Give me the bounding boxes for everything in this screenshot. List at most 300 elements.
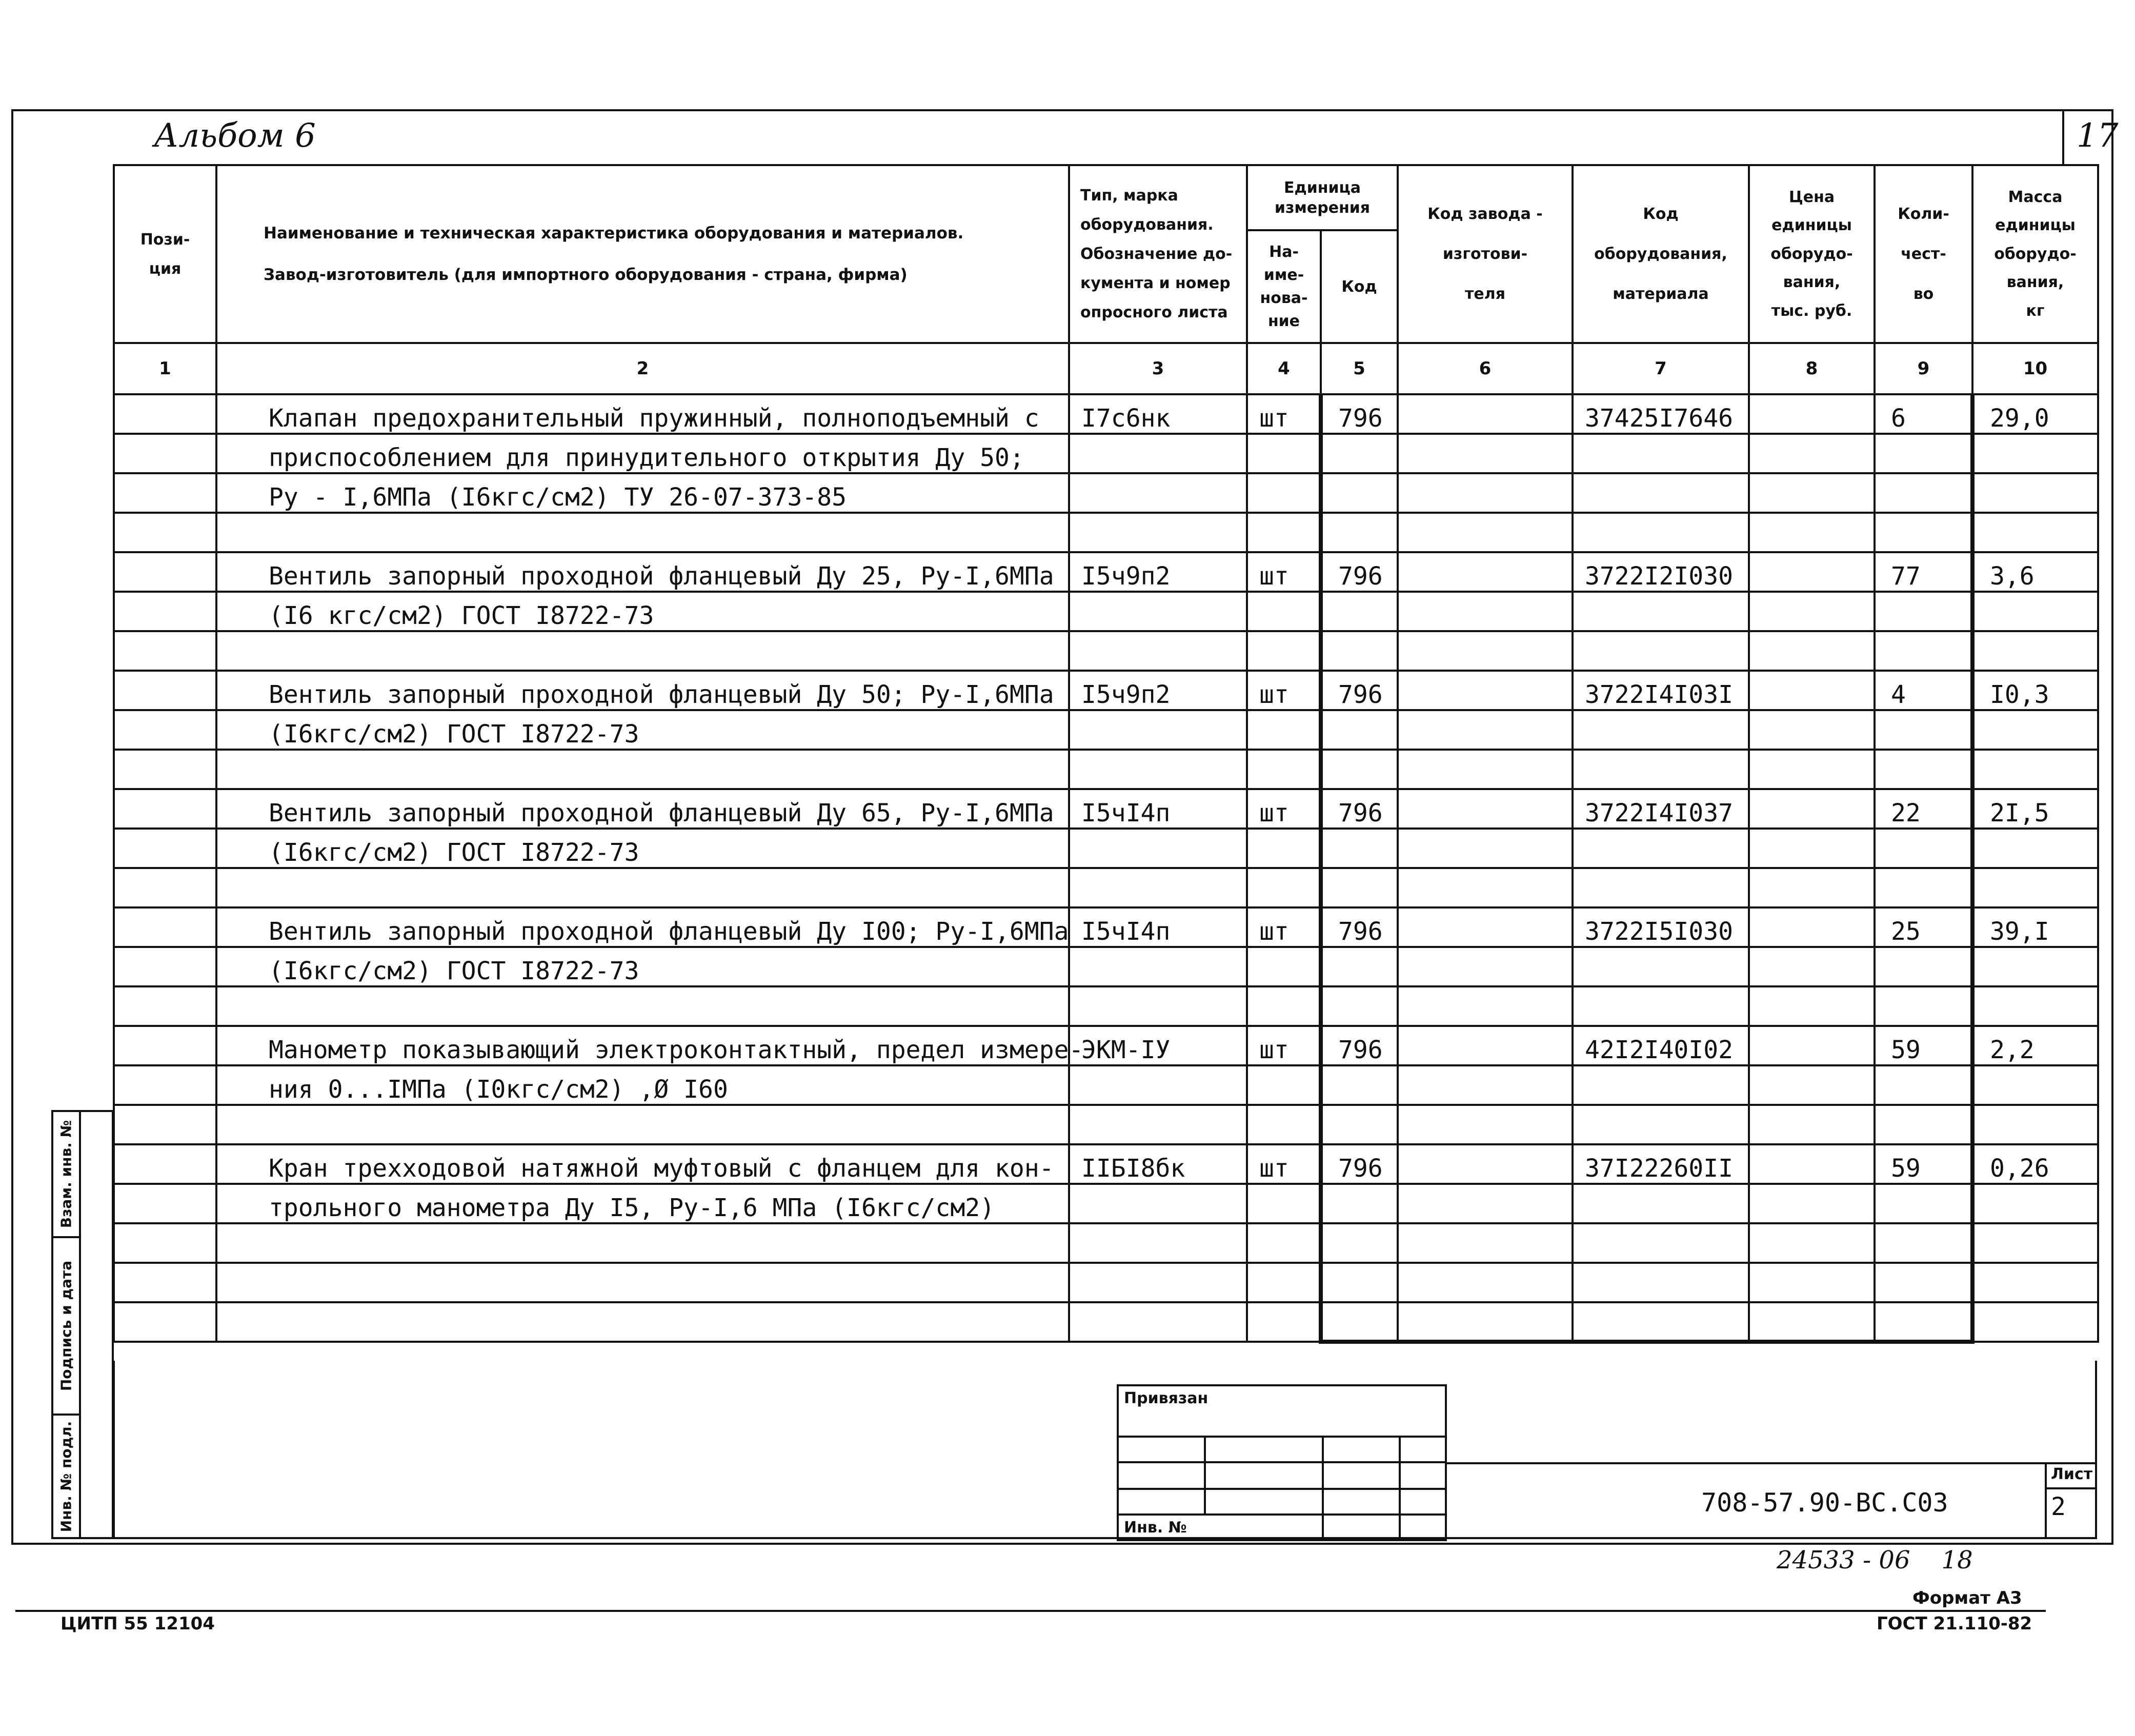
header-price: Цена единицы оборудо- вания, тыс. руб. [1749, 165, 1875, 343]
cell-plant-code [1398, 1144, 1573, 1184]
cell-unit [1247, 1184, 1321, 1223]
cell-pos [114, 1144, 216, 1184]
cell-code: 3722I2I030 [1573, 552, 1749, 592]
cell-type [1069, 710, 1247, 750]
cell-name: приспособлением для принудительного открытия Ду 50; [216, 434, 1069, 473]
cell-type: I5чI4п [1069, 907, 1247, 947]
table-row [114, 789, 2098, 829]
cell-qty [1875, 1223, 1972, 1263]
cell-pos [114, 1105, 216, 1144]
cell-code [1573, 829, 1749, 868]
cell-type: I5чI4п [1069, 789, 1247, 829]
cell-unit: шт [1247, 1144, 1321, 1184]
cell-qty [1875, 829, 1972, 868]
cell-plant-code [1398, 710, 1573, 750]
cell-type [1069, 1263, 1247, 1302]
cell-mass [1972, 868, 2098, 907]
side-binding-strip [79, 1110, 114, 1539]
cell-name [216, 1302, 1069, 1342]
table-row [114, 947, 2098, 986]
cell-name: Ру - I,6МПа (I6кгс/см2) ТУ 26-07-373-85 [216, 473, 1069, 513]
table-row [114, 473, 2098, 513]
cell-type: I7с6нк [1069, 394, 1247, 434]
cell-price [1749, 552, 1875, 592]
cell-pos [114, 434, 216, 473]
cell-qty [1875, 947, 1972, 986]
cell-type [1069, 986, 1247, 1026]
cell-plant-code [1398, 1026, 1573, 1065]
table-row [114, 907, 2098, 947]
cell-code: 3722I4I037 [1573, 789, 1749, 829]
cell-code [1573, 631, 1749, 671]
cell-unit: шт [1247, 394, 1321, 434]
cell-code [1573, 1223, 1749, 1263]
cell-plant-code [1398, 986, 1573, 1026]
header-unit-code: Код [1321, 230, 1398, 343]
cell-qty: 59 [1875, 1026, 1972, 1065]
table-row [114, 1065, 2098, 1105]
cell-pos [114, 789, 216, 829]
cell-qty: 77 [1875, 552, 1972, 592]
cell-unit-code [1321, 1223, 1398, 1263]
header-mass: Масса единицы оборудо- вания, кг [1972, 165, 2098, 343]
cell-name [216, 986, 1069, 1026]
sheet-number-cell [2045, 1462, 2097, 1539]
cell-qty [1875, 710, 1972, 750]
table-row [114, 986, 2098, 1026]
table-row [114, 1263, 2098, 1302]
table-row [114, 513, 2098, 552]
attached-stamp [1117, 1384, 1447, 1541]
cell-qty [1875, 513, 1972, 552]
cell-qty [1875, 1302, 1972, 1342]
cell-unit [1247, 1263, 1321, 1302]
cell-name: трольного манометра Ду I5, Ру-I,6 МПа (I6кгс/см2) [216, 1184, 1069, 1223]
handwritten-footer: 24533 - 06 18 [1777, 1546, 1973, 1574]
cell-price [1749, 947, 1875, 986]
cell-pos [114, 513, 216, 552]
cell-pos [114, 750, 216, 789]
cell-mass: 3,6 [1972, 552, 2098, 592]
cell-name [216, 513, 1069, 552]
side-box-replacement [51, 1110, 81, 1238]
column-number: 7 [1573, 343, 1749, 394]
cell-qty [1875, 473, 1972, 513]
citp-label: ЦИТП 55 12104 [61, 1613, 215, 1634]
header-material-code: Код оборудования, материала [1573, 165, 1749, 343]
cell-pos [114, 829, 216, 868]
table-row [114, 710, 2098, 750]
cell-type [1069, 631, 1247, 671]
cell-price [1749, 394, 1875, 434]
cell-pos [114, 1065, 216, 1105]
column-number-row [114, 343, 2098, 394]
cell-unit [1247, 1105, 1321, 1144]
cell-mass: 2I,5 [1972, 789, 2098, 829]
side-label-replacement: Взам. инв. № [57, 1120, 75, 1228]
cell-mass [1972, 1065, 2098, 1105]
side-label-original-inv: Инв. № подл. [57, 1421, 75, 1532]
cell-type: I5ч9п2 [1069, 552, 1247, 592]
cell-plant-code [1398, 513, 1573, 552]
cell-name: ния 0...IМПа (I0кгс/см2) ,Ø I60 [216, 1065, 1069, 1105]
column-number: 9 [1875, 343, 1972, 394]
table-row [114, 1223, 2098, 1263]
cell-unit-code [1321, 710, 1398, 750]
cell-code: 37425I7646 [1573, 394, 1749, 434]
header-unit-name: На- име- нова- ние [1247, 230, 1321, 343]
cell-price [1749, 1302, 1875, 1342]
cell-price [1749, 907, 1875, 947]
bottom-rule [15, 1610, 2046, 1612]
cell-type [1069, 1302, 1247, 1342]
cell-plant-code [1398, 907, 1573, 947]
doc-code-cell [1445, 1462, 2045, 1539]
cell-type [1069, 434, 1247, 473]
side-label-signature: Подпись и дата [57, 1260, 75, 1391]
cell-unit: шт [1247, 789, 1321, 829]
table-row [114, 829, 2098, 868]
cell-plant-code [1398, 750, 1573, 789]
cell-pos [114, 394, 216, 434]
cell-name: Кран трехходовой натяжной муфтовый с фланцем для кон- [216, 1144, 1069, 1184]
cell-name: (I6кгс/см2) ГОСТ I8722-73 [216, 829, 1069, 868]
cell-mass [1972, 1302, 2098, 1342]
sheet-number: 2 [2051, 1492, 2066, 1521]
column-number: 5 [1321, 343, 1398, 394]
cell-type [1069, 1223, 1247, 1263]
sheet-label: Лист [2051, 1465, 2093, 1483]
cell-unit-code [1321, 1302, 1398, 1342]
cell-qty: 6 [1875, 394, 1972, 434]
table-row [114, 1026, 2098, 1065]
cell-type: I5ч9п2 [1069, 671, 1247, 710]
cell-price [1749, 710, 1875, 750]
cell-name: Вентиль запорный проходной фланцевый Ду 25, Ру-I,6МПа [216, 552, 1069, 592]
cell-qty [1875, 868, 1972, 907]
table-row [114, 631, 2098, 671]
cell-plant-code [1398, 1263, 1573, 1302]
cell-unit-code: 796 [1321, 789, 1398, 829]
cell-price [1749, 473, 1875, 513]
cell-price [1749, 1144, 1875, 1184]
cell-mass [1972, 1263, 2098, 1302]
cell-pos [114, 710, 216, 750]
cell-unit-code [1321, 1105, 1398, 1144]
attached-label: Привязан [1118, 1385, 1446, 1437]
cell-type [1069, 513, 1247, 552]
header-type: Тип, марка оборудования. Обозначение до- кумента и номер опросного листа [1069, 165, 1247, 343]
cell-name: (I6 кгс/см2) ГОСТ I8722-73 [216, 592, 1069, 631]
cell-type [1069, 750, 1247, 789]
cell-plant-code [1398, 1184, 1573, 1223]
cell-code [1573, 473, 1749, 513]
cell-pos [114, 1184, 216, 1223]
cell-unit-code [1321, 829, 1398, 868]
page-number-divider [2062, 109, 2064, 166]
cell-name: Вентиль запорный проходной фланцевый Ду I00; Ру-I,6МПа [216, 907, 1069, 947]
cell-unit-code: 796 [1321, 907, 1398, 947]
cell-unit [1247, 1065, 1321, 1105]
cell-pos [114, 1223, 216, 1263]
cell-pos [114, 1026, 216, 1065]
cell-plant-code [1398, 947, 1573, 986]
cell-pos [114, 947, 216, 986]
cell-unit [1247, 868, 1321, 907]
cell-type [1069, 1105, 1247, 1144]
cell-type [1069, 592, 1247, 631]
table-row [114, 868, 2098, 907]
cell-unit-code [1321, 1184, 1398, 1223]
column-number: 8 [1749, 343, 1875, 394]
cell-mass [1972, 829, 2098, 868]
cell-pos [114, 552, 216, 592]
cell-pos [114, 671, 216, 710]
header-name: Наименование и техническая характеристика оборудования и материалов. Завод-изготовитель (для импортного оборудования - страна, фирма) [216, 165, 1069, 343]
cell-mass [1972, 631, 2098, 671]
cell-plant-code [1398, 631, 1573, 671]
cell-price [1749, 631, 1875, 671]
cell-unit [1247, 592, 1321, 631]
cell-pos [114, 986, 216, 1026]
cell-qty [1875, 750, 1972, 789]
cell-unit [1247, 473, 1321, 513]
cell-name: Вентиль запорный проходной фланцевый Ду 50; Ру-I,6МПа [216, 671, 1069, 710]
cell-unit [1247, 829, 1321, 868]
cell-unit [1247, 631, 1321, 671]
cell-pos [114, 631, 216, 671]
cell-price [1749, 1105, 1875, 1144]
cell-code [1573, 434, 1749, 473]
cell-code [1573, 710, 1749, 750]
table-row [114, 750, 2098, 789]
cell-price [1749, 592, 1875, 631]
cell-qty [1875, 592, 1972, 631]
cell-unit [1247, 513, 1321, 552]
cell-mass [1972, 750, 2098, 789]
cell-pos [114, 868, 216, 907]
cell-qty: 4 [1875, 671, 1972, 710]
cell-price [1749, 671, 1875, 710]
table-row [114, 1105, 2098, 1144]
cell-plant-code [1398, 829, 1573, 868]
format-label: Формат А3 [1912, 1588, 2022, 1608]
cell-unit-code [1321, 986, 1398, 1026]
cell-code [1573, 1184, 1749, 1223]
cell-code: 37I22260II [1573, 1144, 1749, 1184]
cell-plant-code [1398, 394, 1573, 434]
cell-price [1749, 868, 1875, 907]
cell-pos [114, 592, 216, 631]
cell-mass: 0,26 [1972, 1144, 2098, 1184]
cell-plant-code [1398, 1065, 1573, 1105]
cell-type [1069, 829, 1247, 868]
cell-type [1069, 868, 1247, 907]
cell-name [216, 868, 1069, 907]
cell-plant-code [1398, 592, 1573, 631]
cell-price [1749, 750, 1875, 789]
cell-qty [1875, 1184, 1972, 1223]
column-number: 3 [1069, 343, 1247, 394]
cell-mass: 39,I [1972, 907, 2098, 947]
table-row [114, 1302, 2098, 1342]
cell-code [1573, 1105, 1749, 1144]
cell-unit-code [1321, 1065, 1398, 1105]
cell-code [1573, 986, 1749, 1026]
cell-mass [1972, 434, 2098, 473]
cell-name: Вентиль запорный проходной фланцевый Ду 65, Ру-I,6МПа [216, 789, 1069, 829]
cell-mass [1972, 710, 2098, 750]
cell-price [1749, 789, 1875, 829]
cell-unit-code [1321, 947, 1398, 986]
cell-type [1069, 1065, 1247, 1105]
sheet-divider [2047, 1487, 2097, 1489]
cell-code [1573, 1065, 1749, 1105]
header-plant-code: Код завода - изготови- теля [1398, 165, 1573, 343]
cell-unit [1247, 1223, 1321, 1263]
cell-unit [1247, 947, 1321, 986]
album-label: Альбом 6 [154, 117, 316, 155]
cell-name [216, 750, 1069, 789]
cell-type: ЭКМ-IУ [1069, 1026, 1247, 1065]
cell-mass [1972, 1184, 2098, 1223]
cell-unit-code: 796 [1321, 1144, 1398, 1184]
cell-code [1573, 592, 1749, 631]
cell-type [1069, 473, 1247, 513]
document-code: 708-57.90-ВС.С03 [1701, 1488, 1948, 1518]
cell-code: 3722I5I030 [1573, 907, 1749, 947]
cell-plant-code [1398, 1105, 1573, 1144]
gost-label: ГОСТ 21.110-82 [1877, 1613, 2032, 1634]
cell-unit-code [1321, 434, 1398, 473]
cell-mass [1972, 947, 2098, 986]
cell-unit-code [1321, 750, 1398, 789]
column-number: 10 [1972, 343, 2098, 394]
cell-unit-code [1321, 631, 1398, 671]
cell-name: (I6кгс/см2) ГОСТ I8722-73 [216, 947, 1069, 986]
cell-name [216, 1223, 1069, 1263]
cell-price [1749, 1184, 1875, 1223]
table-row [114, 1184, 2098, 1223]
cell-plant-code [1398, 1302, 1573, 1342]
cell-name [216, 1105, 1069, 1144]
table-row [114, 592, 2098, 631]
cell-qty [1875, 1105, 1972, 1144]
cell-unit [1247, 434, 1321, 473]
cell-price [1749, 1026, 1875, 1065]
cell-plant-code [1398, 789, 1573, 829]
cell-name: (I6кгс/см2) ГОСТ I8722-73 [216, 710, 1069, 750]
cell-code [1573, 1263, 1749, 1302]
table-row [114, 671, 2098, 710]
cell-mass: 29,0 [1972, 394, 2098, 434]
cell-plant-code [1398, 434, 1573, 473]
cell-unit-code: 796 [1321, 552, 1398, 592]
cell-unit-code [1321, 513, 1398, 552]
side-box-original-inv [51, 1414, 81, 1539]
page-number-handwritten: 17 [2077, 117, 2119, 155]
cell-unit-code: 796 [1321, 394, 1398, 434]
cell-pos [114, 907, 216, 947]
cell-type: IIБI8бк [1069, 1144, 1247, 1184]
cell-qty: 59 [1875, 1144, 1972, 1184]
cell-name [216, 1263, 1069, 1302]
cell-mass [1972, 986, 2098, 1026]
cell-plant-code [1398, 473, 1573, 513]
cell-plant-code [1398, 868, 1573, 907]
cell-unit-code [1321, 473, 1398, 513]
cell-type [1069, 947, 1247, 986]
cell-pos [114, 1263, 216, 1302]
table-row [114, 394, 2098, 434]
header-unit-group: Единица измерения [1247, 165, 1398, 230]
cell-mass [1972, 513, 2098, 552]
table-row [114, 1144, 2098, 1184]
cell-unit [1247, 750, 1321, 789]
cell-price [1749, 829, 1875, 868]
cell-mass [1972, 592, 2098, 631]
cell-mass [1972, 1105, 2098, 1144]
cell-unit-code [1321, 1263, 1398, 1302]
cell-price [1749, 986, 1875, 1026]
cell-qty [1875, 631, 1972, 671]
cell-unit-code [1321, 592, 1398, 631]
cell-qty [1875, 1065, 1972, 1105]
cell-mass: 2,2 [1972, 1026, 2098, 1065]
cell-name: Манометр показывающий электроконтактный, предел измере- [216, 1026, 1069, 1065]
cell-mass [1972, 473, 2098, 513]
column-number: 4 [1247, 343, 1321, 394]
cell-unit-code [1321, 868, 1398, 907]
cell-unit [1247, 986, 1321, 1026]
table-row [114, 552, 2098, 592]
cell-code: 42I2I40I02 [1573, 1026, 1749, 1065]
cell-price [1749, 1263, 1875, 1302]
column-number: 6 [1398, 343, 1573, 394]
cell-price [1749, 1223, 1875, 1263]
cell-mass [1972, 1223, 2098, 1263]
cell-code [1573, 513, 1749, 552]
cell-price [1749, 1065, 1875, 1105]
cell-code [1573, 868, 1749, 907]
cell-price [1749, 513, 1875, 552]
cell-unit: шт [1247, 552, 1321, 592]
header-quantity: Коли- чест- во [1875, 165, 1972, 343]
cell-name [216, 631, 1069, 671]
cell-code [1573, 947, 1749, 986]
cell-pos [114, 473, 216, 513]
cell-type [1069, 1184, 1247, 1223]
cell-plant-code [1398, 552, 1573, 592]
cell-qty: 22 [1875, 789, 1972, 829]
cell-unit: шт [1247, 671, 1321, 710]
cell-name: Клапан предохранительный пружинный, полноподъемный с [216, 394, 1069, 434]
cell-price [1749, 434, 1875, 473]
cell-qty [1875, 986, 1972, 1026]
side-box-signature [51, 1236, 81, 1416]
cell-unit: шт [1247, 907, 1321, 947]
cell-code [1573, 1302, 1749, 1342]
cell-code [1573, 750, 1749, 789]
cell-unit-code: 796 [1321, 671, 1398, 710]
inv-number-label: Инв. № [1118, 1515, 1323, 1540]
cell-qty: 25 [1875, 907, 1972, 947]
cell-qty [1875, 1263, 1972, 1302]
cell-qty [1875, 434, 1972, 473]
column-number: 2 [216, 343, 1069, 394]
cell-unit-code: 796 [1321, 1026, 1398, 1065]
cell-pos [114, 1302, 216, 1342]
